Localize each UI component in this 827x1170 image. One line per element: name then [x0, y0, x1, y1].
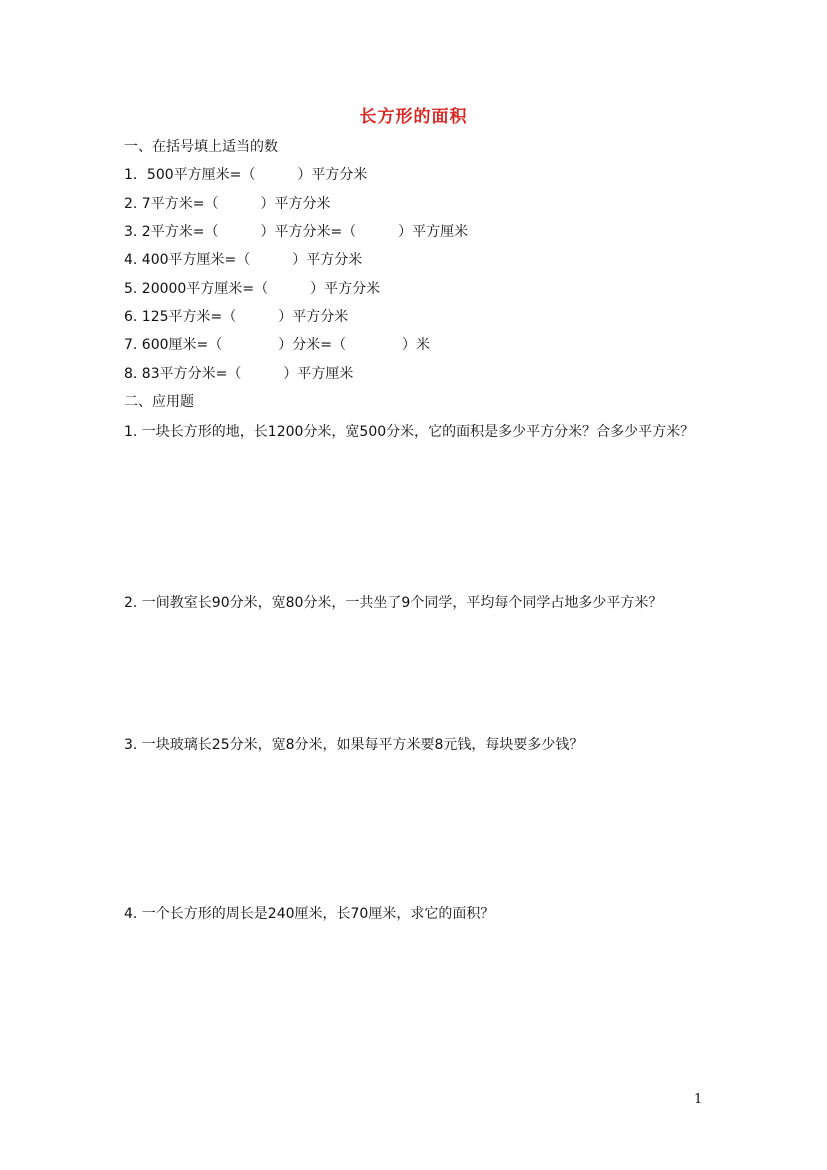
- page-number: 1: [694, 1092, 703, 1107]
- fill-item-3: 3. 2平方米=（ ）平方分米=（ ）平方厘米: [124, 224, 469, 240]
- fill-item-5: 5. 20000平方厘米=（ ）平方分米: [124, 281, 381, 297]
- word-problem-2: 2. 一间教室长90分米，宽80分米，一共坐了9个同学，平均每个同学占地多少平方米？: [124, 595, 663, 611]
- fill-item-7: 7. 600厘米=（ ）分米=（ ）米: [124, 337, 430, 353]
- fill-item-8: 8. 83平方分米=（ ）平方厘米: [124, 366, 354, 382]
- word-problem-1: 1. 一块长方形的地，长1200分米，宽500分米，它的面积是多少平方分米？合多少平方米？: [124, 424, 695, 440]
- fill-item-2: 2. 7平方米=（ ）平方分米: [124, 196, 331, 212]
- fill-item-1: 1．500平方厘米=（ ）平方分米: [124, 167, 368, 183]
- section2-heading: 二、应用题: [124, 394, 194, 410]
- word-problem-4: 4. 一个长方形的周长是240厘米，长70厘米，求它的面积？: [124, 906, 495, 922]
- section1-heading: 一、在括号填上适当的数: [124, 139, 278, 155]
- page-title: 长方形的面积: [359, 107, 468, 127]
- word-problem-3: 3. 一块玻璃长25分米，宽8分米，如果每平方米要8元钱，每块要多少钱？: [124, 737, 584, 753]
- fill-item-4: 4. 400平方厘米=（ ）平方分米: [124, 252, 363, 268]
- fill-item-6: 6. 125平方米=（ ）平方分米: [124, 309, 349, 325]
